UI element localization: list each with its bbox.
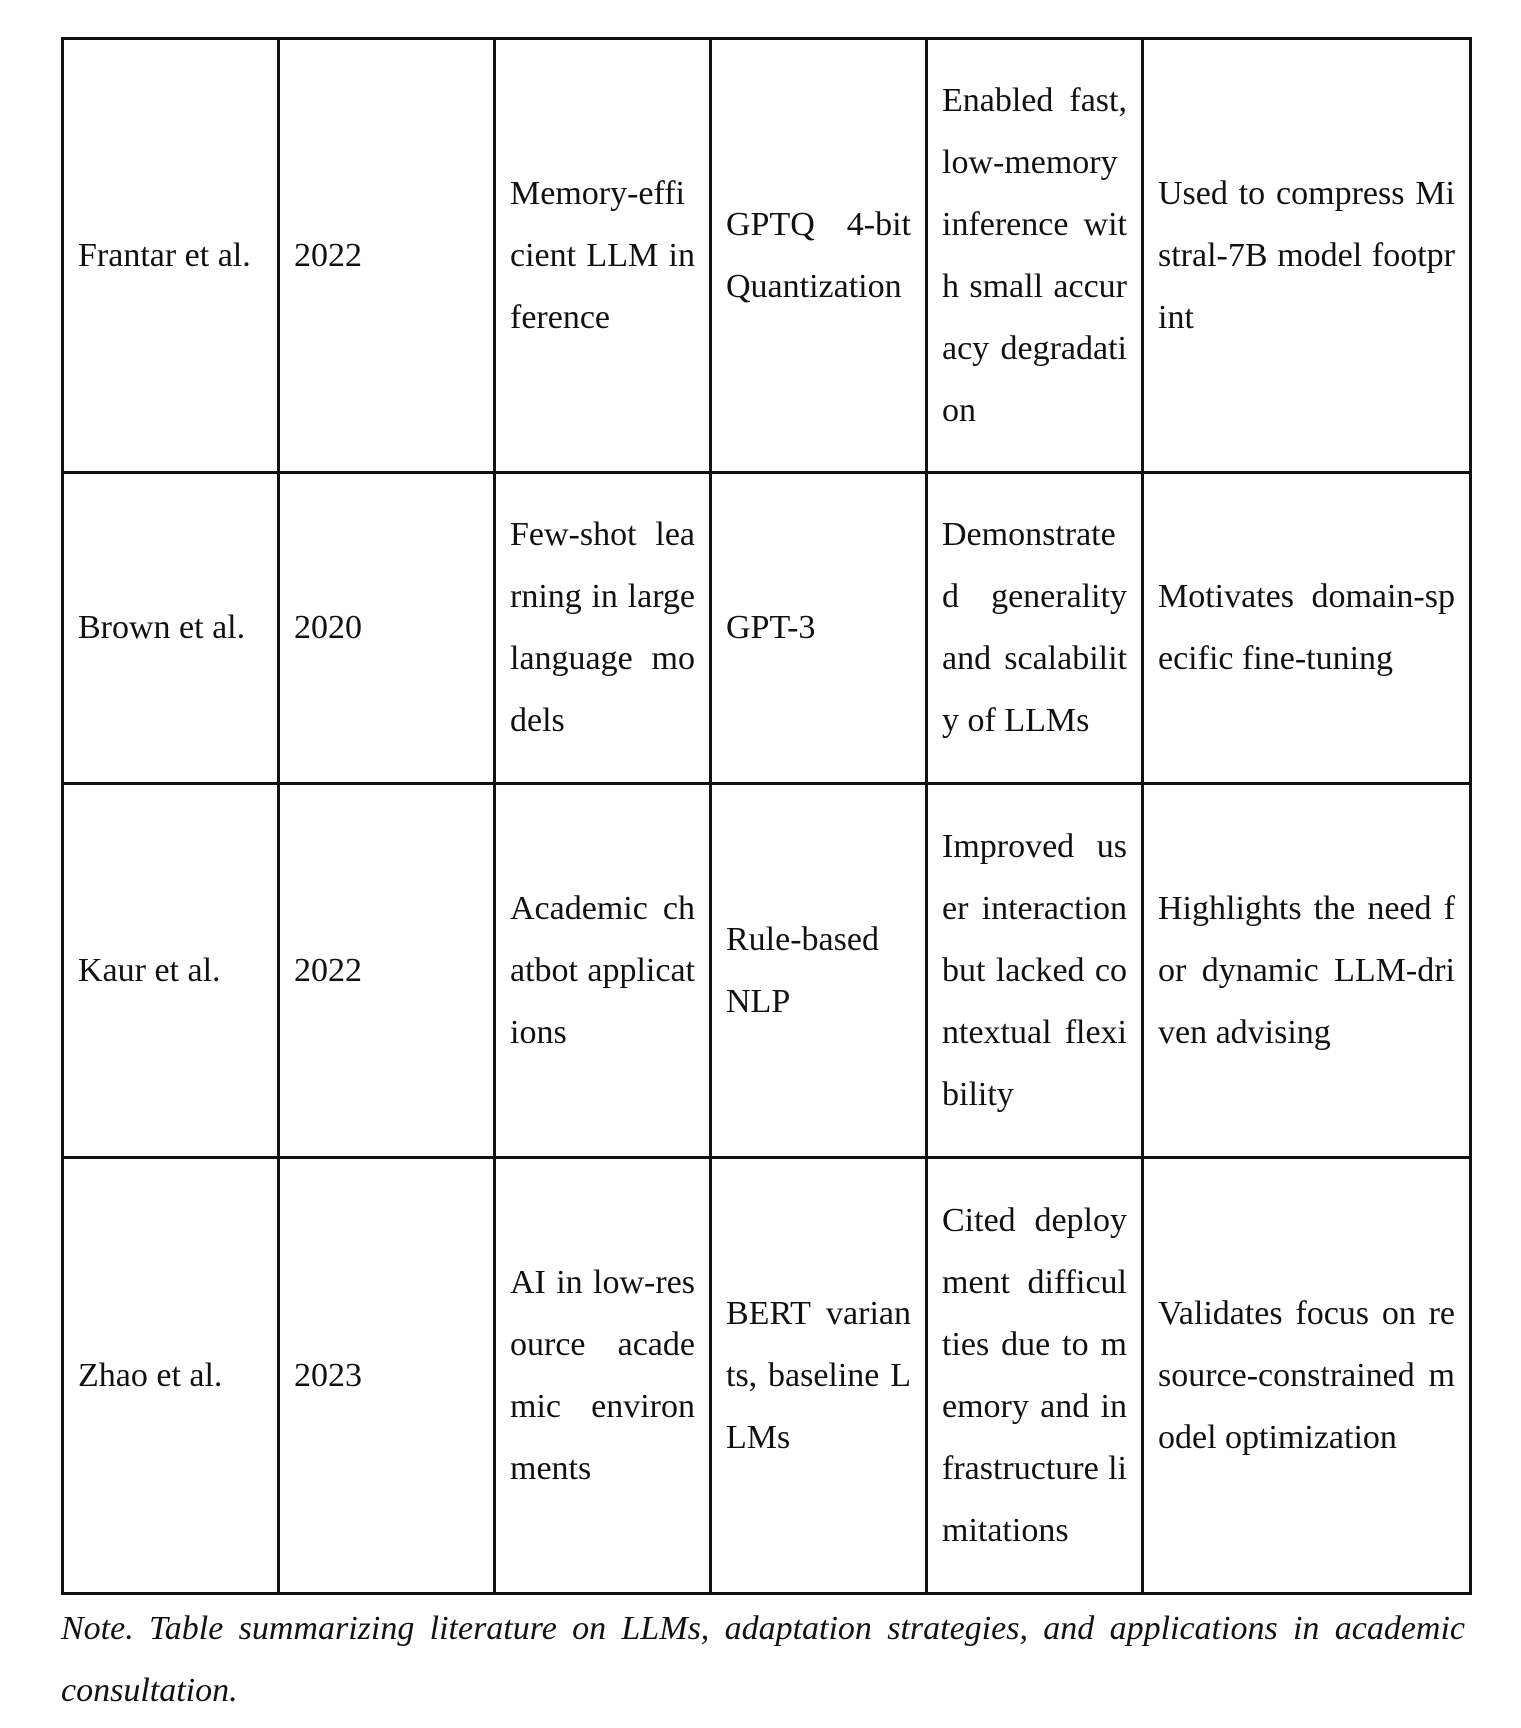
findings-cell: Enabled fast, low-memory inference with small accuracy degradation <box>927 39 1143 473</box>
focus-cell: Few-shot learning in large language models <box>495 473 711 784</box>
year-cell: 2020 <box>279 473 495 784</box>
table-row <box>63 784 1471 1158</box>
method-cell: Rule-based NLP <box>711 784 927 1158</box>
table-note: Note. Table summarizing literature on LLMs, adaptation strategies, and applications in academic consultation. <box>61 1610 1465 1709</box>
author-cell: Zhao et al. <box>63 1158 279 1594</box>
method-cell: BERT variants, baseline LLMs <box>711 1158 927 1594</box>
findings-cell: Demonstrated generality and scalability of LLMs <box>927 473 1143 784</box>
findings-cell: Cited deployment difficulties due to memory and infrastructure limitations <box>927 1158 1143 1594</box>
author-cell: Kaur et al. <box>63 784 279 1158</box>
year-cell: 2022 <box>279 784 495 1158</box>
literature-table <box>61 37 1472 1595</box>
table-row <box>63 1158 1471 1594</box>
method-cell: GPT-3 <box>711 473 927 784</box>
year-cell: 2022 <box>279 39 495 473</box>
relevance-cell: Used to compress Mistral-7B model footprint <box>1143 39 1471 473</box>
year-cell: 2023 <box>279 1158 495 1594</box>
focus-cell: AI in low-resource academic environments <box>495 1158 711 1594</box>
author-cell: Brown et al. <box>63 473 279 784</box>
focus-cell: Academic chatbot applications <box>495 784 711 1158</box>
table-row <box>63 473 1471 784</box>
focus-cell: Memory-efficient LLM inference <box>495 39 711 473</box>
relevance-cell: Validates focus on resource-constrained model optimization <box>1143 1158 1471 1594</box>
author-cell: Frantar et al. <box>63 39 279 473</box>
findings-cell: Improved user interaction but lacked contextual flexibility <box>927 784 1143 1158</box>
table-row <box>63 39 1471 473</box>
method-cell: GPTQ 4-bit Quantization <box>711 39 927 473</box>
relevance-cell: Highlights the need for dynamic LLM-driven advising <box>1143 784 1471 1158</box>
relevance-cell: Motivates domain-specific fine-tuning <box>1143 473 1471 784</box>
